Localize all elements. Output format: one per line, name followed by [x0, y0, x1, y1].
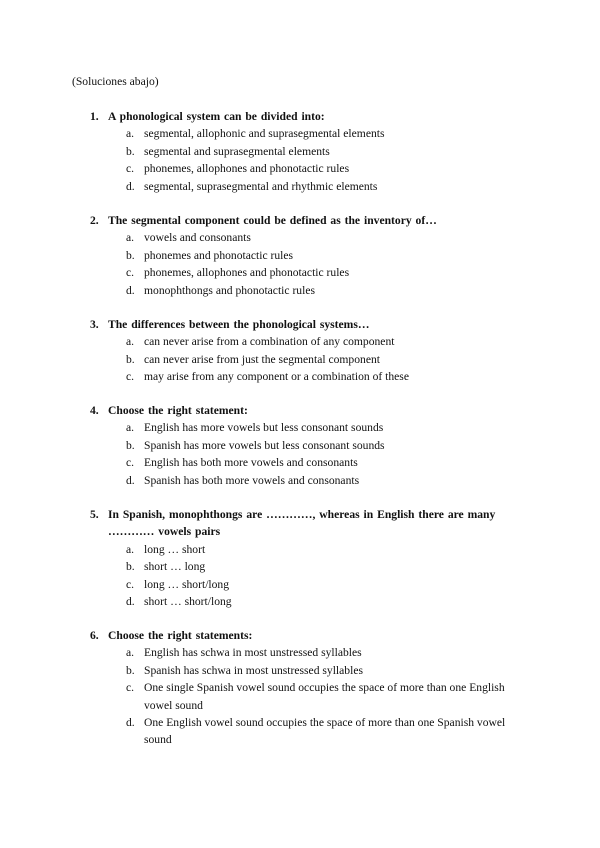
option-text: segmental, suprasegmental and rhythmic elements — [144, 179, 378, 193]
option-a — [126, 644, 520, 661]
option-b — [126, 143, 520, 160]
option-c — [126, 576, 520, 593]
option-letter: c. — [126, 162, 135, 176]
option-letter: b. — [126, 663, 135, 677]
option-list — [90, 229, 520, 299]
option-text: vowels and consonants — [144, 231, 251, 245]
question-heading — [90, 316, 520, 333]
option-text: English has schwa in most unstressed syllables — [144, 646, 362, 660]
solutions-note: (Soluciones abajo) — [72, 75, 159, 88]
option-letter: a. — [126, 646, 135, 660]
option-a — [126, 125, 520, 142]
option-text: can never arise from a combination of any component — [144, 335, 395, 349]
option-text: segmental, allophonic and suprasegmental elements — [144, 127, 385, 141]
option-c — [126, 264, 520, 281]
question-number: 3. — [90, 318, 99, 331]
option-letter: a. — [126, 542, 135, 556]
question-1 — [90, 108, 520, 195]
question-number: 2. — [90, 214, 99, 227]
option-c — [126, 368, 520, 385]
option-text: may arise from any component or a combination of these — [144, 370, 409, 384]
option-text: phonemes and phonotactic rules — [144, 248, 294, 262]
option-a — [126, 419, 520, 436]
question-heading — [90, 506, 520, 541]
option-text: can never arise from just the segmental component — [144, 352, 380, 366]
question-text: In Spanish, monophthongs are …………, whereas in English there are many ………… vowels pairs — [108, 508, 496, 539]
option-c — [126, 160, 520, 177]
option-d — [126, 714, 520, 749]
option-c — [126, 679, 520, 714]
option-letter: c. — [126, 456, 135, 470]
question-text: The segmental component could be defined as the inventory of… — [108, 214, 437, 227]
option-letter: a. — [126, 335, 135, 349]
option-list — [90, 419, 520, 489]
option-d — [126, 178, 520, 195]
question-number: 1. — [90, 110, 99, 123]
question-heading — [90, 402, 520, 419]
option-a — [126, 333, 520, 350]
option-b — [126, 662, 520, 679]
question-heading — [90, 108, 520, 125]
question-number: 4. — [90, 404, 99, 417]
option-a — [126, 541, 520, 558]
question-heading — [90, 627, 520, 644]
option-letter: c. — [126, 577, 135, 591]
option-letter: d. — [126, 179, 135, 193]
option-text: short … short/long — [144, 595, 232, 609]
option-letter: d. — [126, 595, 135, 609]
option-d — [126, 472, 520, 489]
option-text: monophthongs and phonotactic rules — [144, 283, 315, 297]
question-text: A phonological system can be divided into: — [108, 110, 325, 123]
question-4 — [90, 402, 520, 489]
option-letter: d. — [126, 473, 135, 487]
option-letter: a. — [126, 231, 135, 245]
option-b — [126, 351, 520, 368]
option-text: long … short — [144, 542, 206, 556]
option-letter: a. — [126, 421, 135, 435]
question-heading — [90, 212, 520, 229]
option-text: short … long — [144, 560, 206, 574]
option-b — [126, 558, 520, 575]
option-letter: b. — [126, 144, 135, 158]
option-text: Spanish has both more vowels and consonants — [144, 473, 360, 487]
option-text: One English vowel sound occupies the space of more than one Spanish vowel sound — [144, 716, 506, 747]
option-text: Spanish has schwa in most unstressed syllables — [144, 663, 363, 677]
option-b — [126, 247, 520, 264]
option-text: One single Spanish vowel sound occupies the space of more than one English vowel sound — [144, 681, 505, 712]
question-3 — [90, 316, 520, 386]
question-text: The differences between the phonological systems… — [108, 318, 370, 331]
option-b — [126, 437, 520, 454]
option-text: English has both more vowels and consonants — [144, 456, 358, 470]
option-letter: d. — [126, 283, 135, 297]
option-letter: b. — [126, 352, 135, 366]
option-list — [90, 125, 520, 195]
option-d — [126, 593, 520, 610]
question-number: 5. — [90, 508, 99, 521]
question-text: Choose the right statements: — [108, 629, 253, 642]
option-text: segmental and suprasegmental elements — [144, 144, 330, 158]
option-text: phonemes, allophones and phonotactic rules — [144, 266, 350, 280]
option-letter: d. — [126, 716, 135, 730]
option-d — [126, 282, 520, 299]
option-text: Spanish has more vowels but less consonant sounds — [144, 438, 385, 452]
option-list — [90, 644, 520, 748]
question-2 — [90, 212, 520, 299]
question-text: Choose the right statement: — [108, 404, 248, 417]
option-text: English has more vowels but less consonant sounds — [144, 421, 384, 435]
option-letter: b. — [126, 248, 135, 262]
question-5 — [90, 506, 520, 610]
option-c — [126, 454, 520, 471]
option-text: long … short/long — [144, 577, 230, 591]
option-letter: c. — [126, 681, 135, 695]
option-a — [126, 229, 520, 246]
option-letter: b. — [126, 438, 135, 452]
question-6 — [90, 627, 520, 749]
option-letter: b. — [126, 560, 135, 574]
option-list — [90, 541, 520, 611]
option-list — [90, 333, 520, 385]
option-letter: a. — [126, 127, 135, 141]
option-letter: c. — [126, 370, 135, 384]
question-number: 6. — [90, 629, 99, 642]
option-text: phonemes, allophones and phonotactic rules — [144, 162, 350, 176]
option-letter: c. — [126, 266, 135, 280]
